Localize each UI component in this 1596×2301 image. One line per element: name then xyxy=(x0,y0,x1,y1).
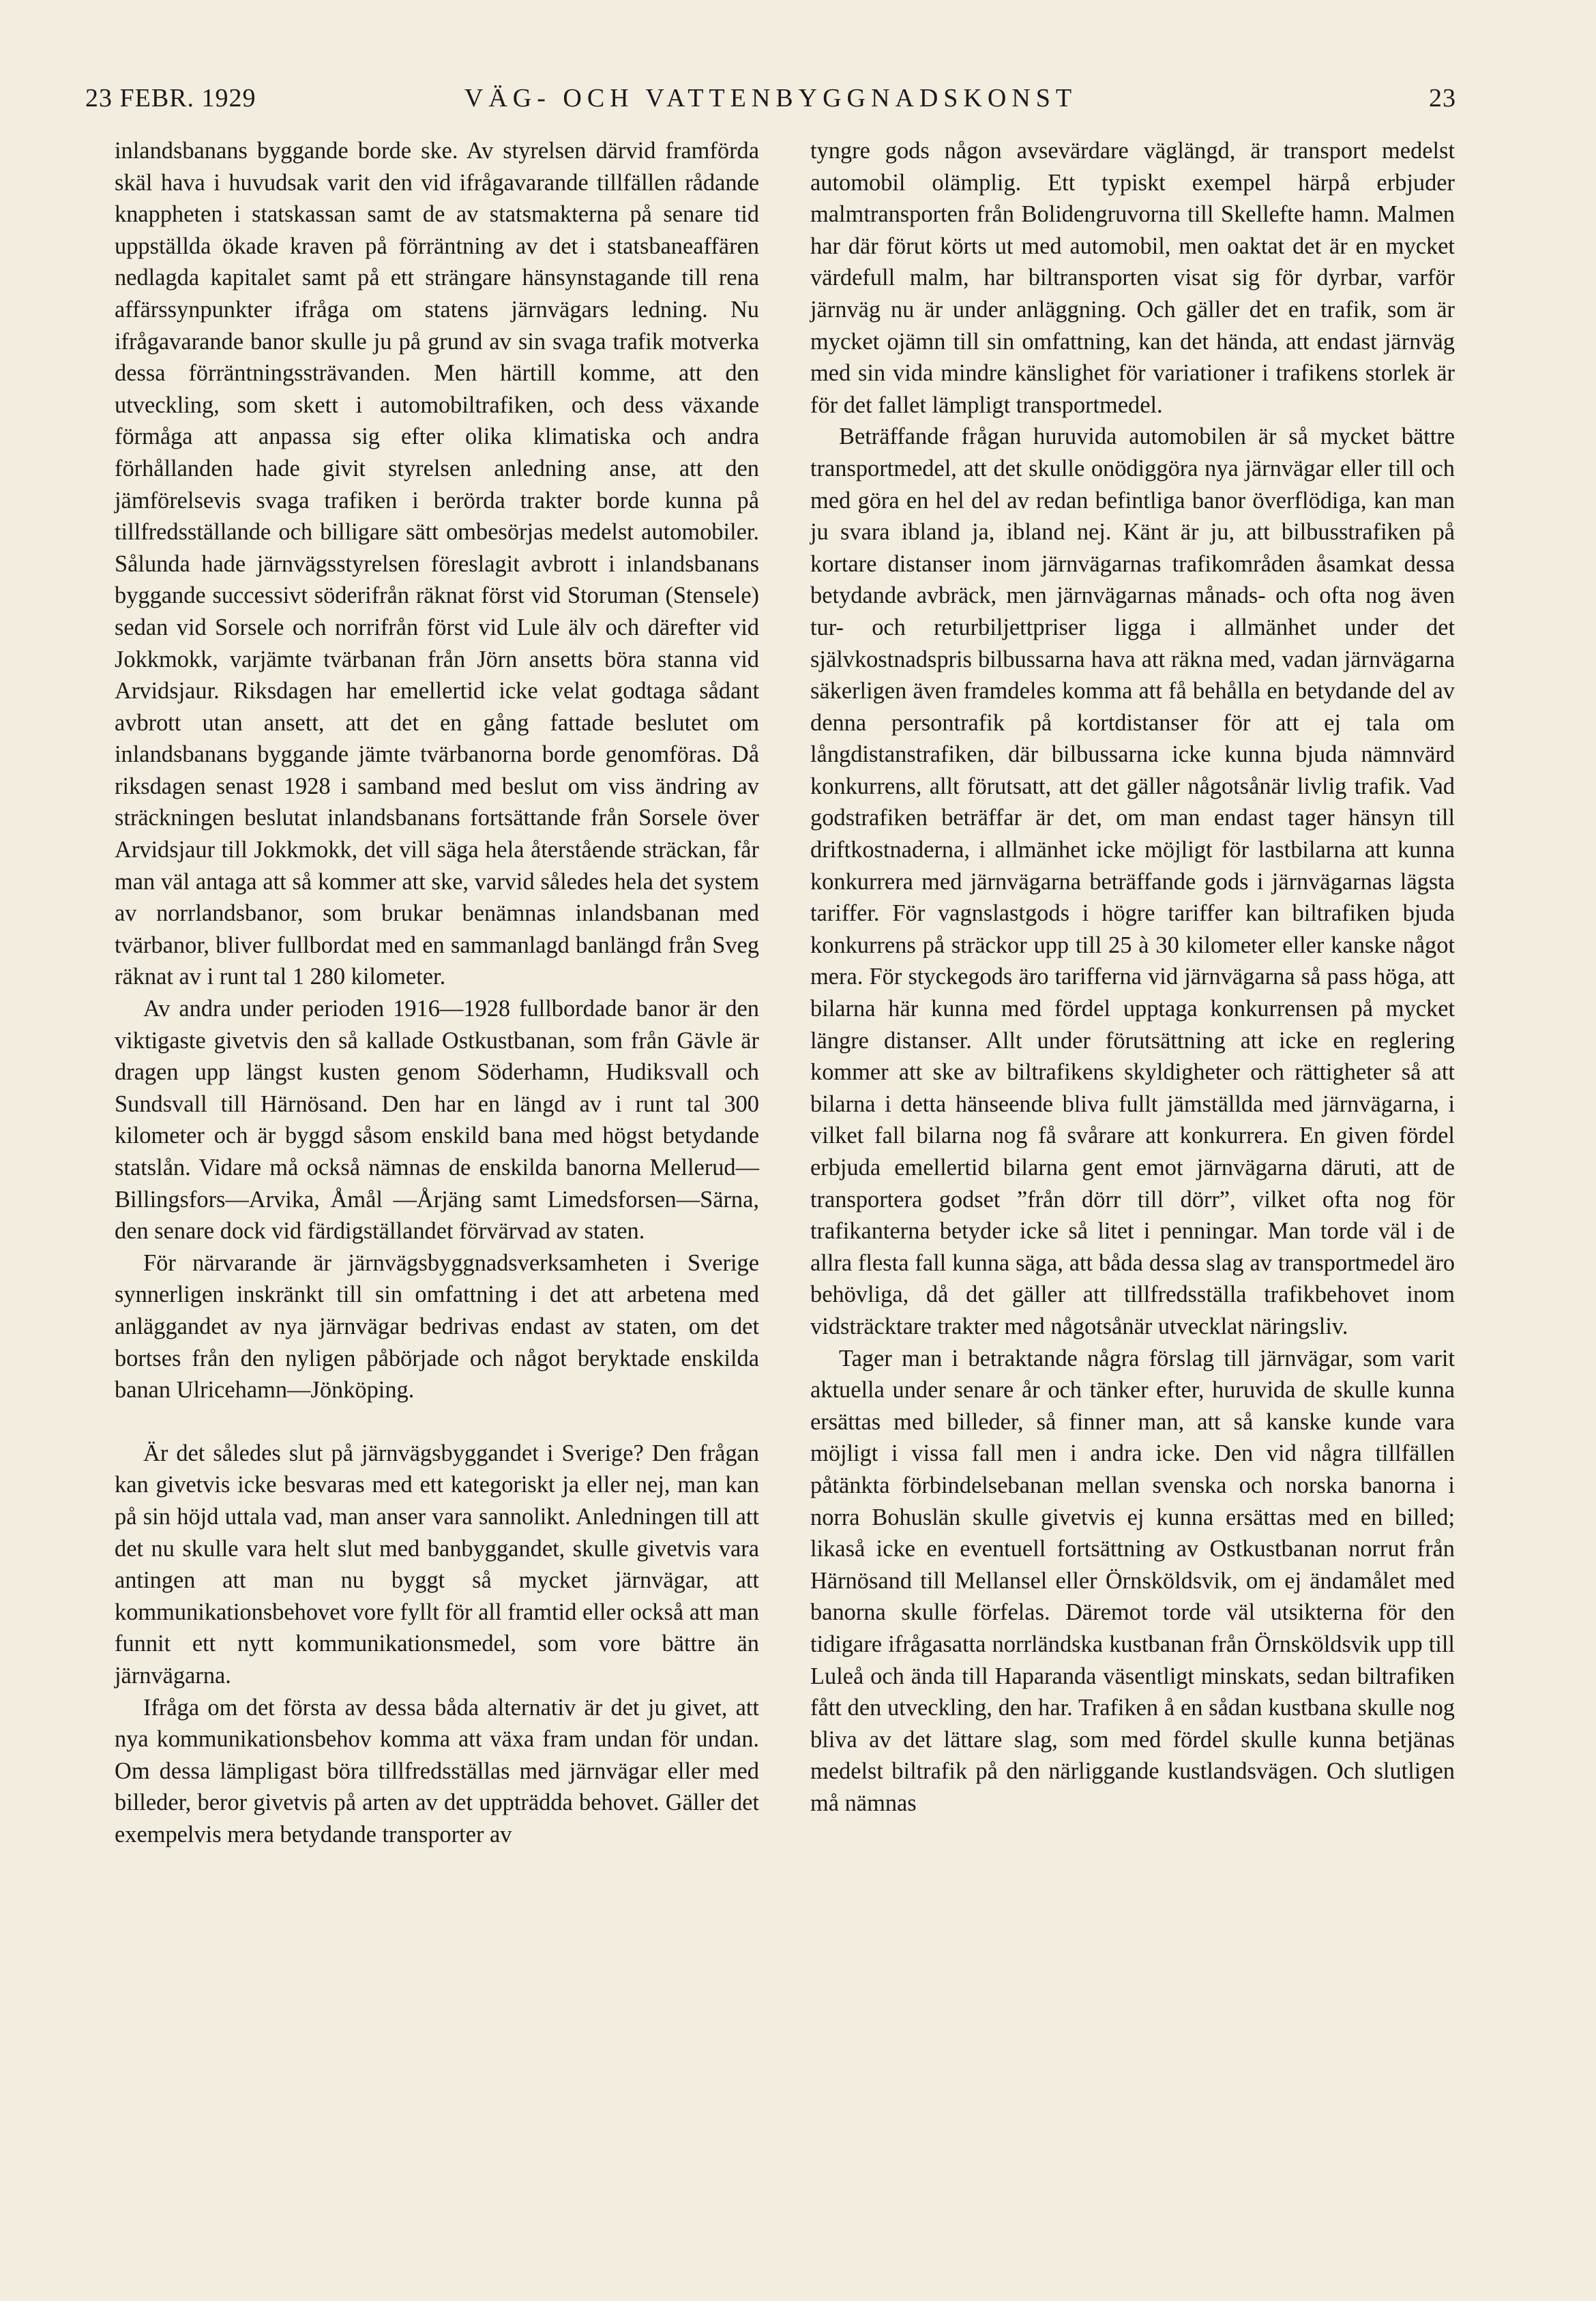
page-number: 23 xyxy=(1429,84,1456,113)
paragraph: tyngre gods någon avsevärdare väglängd, är transport medelst automobil olämplig. Ett typiskt exempel härpå erbjuder malmtransporten från Bolidengruvorna till Skellefte hamn. Malmen har där förut körts ut med automobil, men oaktat det är en mycket värdefull malm, har biltransporten visat sig för dyrbar, varför järnväg nu är under anläggning. Och gäller det en trafik, som är mycket ojämn till sin omfattning, kan det hända, att endast järnväg med sin vida mindre känslighet för variationer i trafikens storlek är för det fallet lämpligt transportmedel. xyxy=(810,138,1455,418)
left-column xyxy=(115,135,759,1850)
paragraph: Är det således slut på järnvägsbyggandet i Sverige? Den frågan kan givetvis icke besvaras med ett kategoriskt ja eller nej, man kan på sin höjd uttala vad, man anser vara sannolikt. Anledningen till att det nu skulle vara helt slut med banbyggandet, skulle givetvis vara antingen att man nu byggt så mycket järnvägar, att kommunikationsbehovet vore fyllt för all framtid eller också att man funnit ett nytt kommunikationsmedel, som vore bättre än järnvägarna. xyxy=(115,1440,759,1689)
paragraph: För närvarande är järnvägsbyggnadsverksamheten i Sverige synnerligen inskränkt till sin omfattning i det att arbetena med anläggandet av nya järnvägar bedrivas endast av staten, om det bortses från den nyligen påbörjade och något beryktade enskilda banan Ulricehamn—Jönköping. xyxy=(115,1249,759,1404)
paragraph: Tager man i betraktande några förslag till järnvägar, som varit aktuella under senare år och tänker efter, huruvida de skulle kunna ersättas med billeder, så finner man, att så kanske kunde vara möjligt i vissa fall men i andra icke. Den vid några tillfällen påtänkta förbindelsebanan mellan svenska och norska banorna i norra Bohuslän skulle givetvis ej kunna ersättas med en billed; likaså icke en eventuell fortsättning av Ostkustbanan norrut från Härnösand till Mellansel eller Örnsköldsvik, om ej ändamålet med banorna skulle förfelas. Däremot torde väl utsikterna för den tidigare ifrågasatta norrländska kustbanan från Örnsköldsvik upp till Luleå och ända till Haparanda väsentligt minskats, sedan biltrafiken fått den utveckling, den har. Trafiken å en sådan kustbana skulle nog bliva av det lättare slag, som med fördel skulle kunna betjänas medelst biltrafik på den närliggande kustlandsvägen. Och slutligen må nämnas xyxy=(810,1345,1455,1816)
journal-title: VÄG- OCH VATTENBYGGNADSKONST xyxy=(464,84,1078,113)
right-column xyxy=(810,135,1455,1819)
paragraph: Beträffande frågan huruvida automobilen är så mycket bättre transportmedel, att det skulle onödiggöra nya järnvägar eller till och med göra en hel del av redan befintliga banor överflödiga, kan man ju svara ibland ja, ibland nej. Känt är ju, att bilbusstrafiken på kortare distanser inom järnvägarnas trafikområden åsamkat dessa betydande avbräck, men järnvägarnas månads- och ofta nog även tur- och returbiljettpriser ligga i allmänhet under det självkostnadspris bilbussarna hava att räkna med, vadan järnvägarna säkerligen även framdeles komma att få behålla en betydande del av denna persontrafik på kortdistanser för att ej tala om långdistanstrafiken, där bilbussarna icke kunna bjuda nämnvärd konkurrens, allt förutsatt, att det gäller någotsånär livlig trafik. Vad godstrafiken beträffar är det, om man endast tager hänsyn till driftkostnaderna, i allmänhet icke möjligt för lastbilarna att kunna konkurrera med järnvägarna beträffande gods i järnvägarnas lägsta tariffer. För vagnslastgods i högre tariffer kan biltrafiken bjuda konkurrens på sträckor upp till 25 à 30 kilometer eller kanske något mera. För styckegods äro tarifferna vid järnvägarna så pass höga, att bilarna här kunna med fördel upptaga konkurrensen på mycket längre distanser. Allt under förutsättning att icke en reglering kommer att ske av biltrafikens skyldigheter och rättigheter så att bilarna i detta hänseende bliva fullt jämställda med järnvägarna, i vilket fall bilarna nog få svårare att konkurrera. En given fördel erbjuda emellertid bilarna gent emot järnvägarna däruti, att de transportera godset ”från dörr till dörr”, vilket ofta nog för trafikanterna betyder icke så litet i penningar. Man torde väl i de allra flesta fall kunna säga, att båda dessa slag av transportmedel äro behövliga, då det gäller att tillfredsställa trafikbehovet inom vidsträcktare trakter med någotsånär utvecklat näringsliv. xyxy=(810,424,1455,1339)
paragraph: Av andra under perioden 1916—1928 fullbordade banor är den viktigaste givetvis den så kallade Ostkustbanan, som från Gävle är dragen upp längst kusten genom Söderhamn, Hudiksvall och Sundsvall till Härnösand. Den har en längd av i runt tal 300 kilometer och är byggd såsom enskild bana med högst betydande statslån. Vidare må också nämnas de enskilda banorna Mellerud—Billingsfors—Arvika, Åmål —Årjäng samt Limedsforsen—Särna, den senare dock vid färdigställandet förvärvad av staten. xyxy=(115,996,759,1245)
paragraph: inlandsbanans byggande borde ske. Av styrelsen därvid framförda skäl hava i huvudsak varit den vid ifrågavarande tillfällen rådande knappheten i statskassan samt de av statsmakterna på senare tid uppställda ökade kraven på förräntning av det i statsbaneaffären nedlagda kapitalet samt på ett strängare hänsynstagande till rena affärssynpunkter ifråga om statens järnvägars ledning. Nu ifrågavarande banor skulle ju på grund av sin svaga trafik motverka dessa förräntningssträvanden. Men härtill komme, att den utveckling, som skett i automobiltrafiken, och dess växande förmåga att anpassa sig efter olika klimatiska och andra förhållanden hade givit styrelsen anledning anse, att den jämförelsevis svaga trafiken i berörda trakter borde kunna på tillfredsställande och billigare sätt ombesörjas medelst automobiler. Sålunda hade järnvägsstyrelsen föreslagit avbrott i inlandsbanans byggande successivt söderifrån räknat först vid Storuman (Stensele) sedan vid Sorsele och norrifrån först vid Lule älv och därefter vid Jokkmokk, varjämte tvärbanan från Jörn ansetts böra stanna vid Arvidsjaur. Riksdagen har emellertid icke velat godtaga sådant avbrott utan ansett, att det en gång fattade beslutet om inlandsbanans byggande jämte tvärbanorna borde genomföras. Då riksdagen senast 1928 i samband med beslut om viss ändring av sträckningen beslutat inlandsbanans fortsättande från Sorsele över Arvidsjaur till Jokkmokk, det vill säga hela återstående sträckan, får man väl antaga att så kommer att ske, varvid således hela det system av norrlandsbanor, som brukar benämnas inlandsbanan med tvärbanor, bliver fullbordat med en sammanlagd banlängd från Sveg räknat av i runt tal 1 280 kilometer. xyxy=(115,138,759,990)
issue-date: 23 FEBR. 1929 xyxy=(85,84,256,113)
page-header xyxy=(85,83,1456,124)
paragraph: Ifråga om det första av dessa båda alternativ är det ju givet, att nya kommunikationsbehov komma att växa fram undan för undan. Om dessa lämpligast böra tillfredsställas med järnvägar eller med billeder, beror givetvis på arten av det uppträdda behovet. Gäller det exempelvis mera betydande transporter av xyxy=(115,1694,759,1847)
